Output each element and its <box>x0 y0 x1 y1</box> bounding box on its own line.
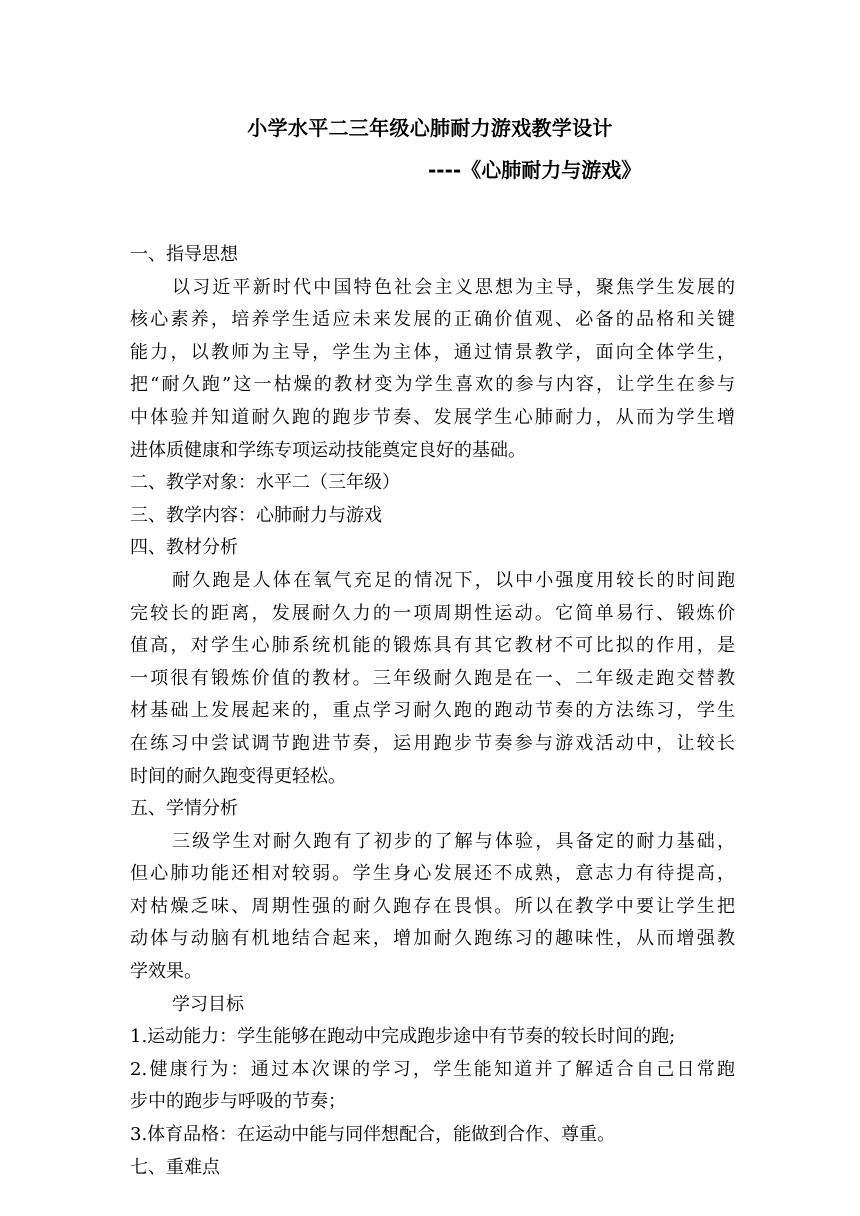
document-body <box>130 239 735 1184</box>
paragraph-line: 完较长的距离，发展耐久力的一项周期性运动。它简单易行、锻炼价 <box>130 602 735 624</box>
paragraph-line: 中体验并知道耐久跑的跑步节奏、发展学生心肺耐力，从而为学生增 <box>130 406 735 428</box>
paragraph-line: 耐久跑是人体在氧气充足的情况下，以中小强度用较长的时间跑 <box>172 569 735 591</box>
section-heading-learning-goals: 学习目标 <box>172 993 244 1015</box>
paragraph-line: 动体与动脑有机地结合起来，增加耐久跑练习的趣味性，从而增强教 <box>130 928 735 950</box>
paragraph-line: 时间的耐久跑变得更轻松。 <box>130 765 346 787</box>
section-heading-teaching-content: 三、教学内容：心肺耐力与游戏 <box>130 504 382 526</box>
paragraph-line: 把“耐久跑”这一枯燥的教材变为学生喜欢的参与内容，让学生在参与 <box>130 374 735 396</box>
paragraph-line: 对枯燥乏味、周期性强的耐久跑存在畏惧。所以在教学中要让学生把 <box>130 895 735 917</box>
paragraph-line: 在练习中尝试调节跑进节奏，运用跑步节奏参与游戏活动中，让较长 <box>130 732 735 754</box>
goal-item: 3.体育品格：在运动中能与同伴想配合，能做到合作、尊重。 <box>130 1124 616 1146</box>
section-heading-teaching-target: 二、教学对象：水平二（三年级） <box>130 472 400 494</box>
paragraph-line: 学效果。 <box>130 961 202 983</box>
paragraph-line: 但心肺功能还相对较弱。学生身心发展还不成熟，意志力有待提高， <box>130 863 735 885</box>
section-heading-guiding-ideology: 一、指导思想 <box>130 244 238 265</box>
section-heading-learner-analysis: 五、学情分析 <box>130 798 238 820</box>
paragraph-line: 进体质健康和学练专项运动技能奠定良好的基础。 <box>130 439 526 461</box>
paragraph-line: 一项很有锻炼价值的教材。三年级耐久跑是在一、二年级走跑交替教 <box>130 667 735 689</box>
section-heading-material-analysis: 四、教材分析 <box>130 537 238 559</box>
goal-item: 1.运动能力：学生能够在跑动中完成跑步途中有节奏的较长时间的跑; <box>130 1026 676 1048</box>
goal-item-continued: 步中的跑步与呼吸的节奏； <box>130 1091 346 1113</box>
document-subtitle: ----《心肺耐力与游戏》 <box>428 158 642 182</box>
paragraph-line: 三级学生对耐久跑有了初步的了解与体验，具备定的耐力基础， <box>172 830 735 852</box>
document-title: 小学水平二三年级心肺耐力游戏教学设计 <box>247 116 613 140</box>
paragraph-line: 值高，对学生心肺系统机能的锻炼具有其它教材不可比拟的作用，是 <box>130 635 735 657</box>
section-heading-key-points: 七、重难点 <box>130 1156 220 1178</box>
paragraph-line: 能力，以教师为主导，学生为主体，通过情景教学，面向全体学生， <box>130 341 735 363</box>
paragraph-line: 材基础上发展起来的，重点学习耐久跑的跑动节奏的方法练习，学生 <box>130 700 735 722</box>
goal-item: 2.健康行为：通过本次课的学习，学生能知道并了解适合自己日常跑 <box>130 1058 735 1080</box>
paragraph-line: 以习近平新时代中国特色社会主义思想为主导，聚焦学生发展的 <box>172 276 735 298</box>
paragraph-line: 核心素养，培养学生适应未来发展的正确价值观、必备的品格和关键 <box>130 309 735 331</box>
